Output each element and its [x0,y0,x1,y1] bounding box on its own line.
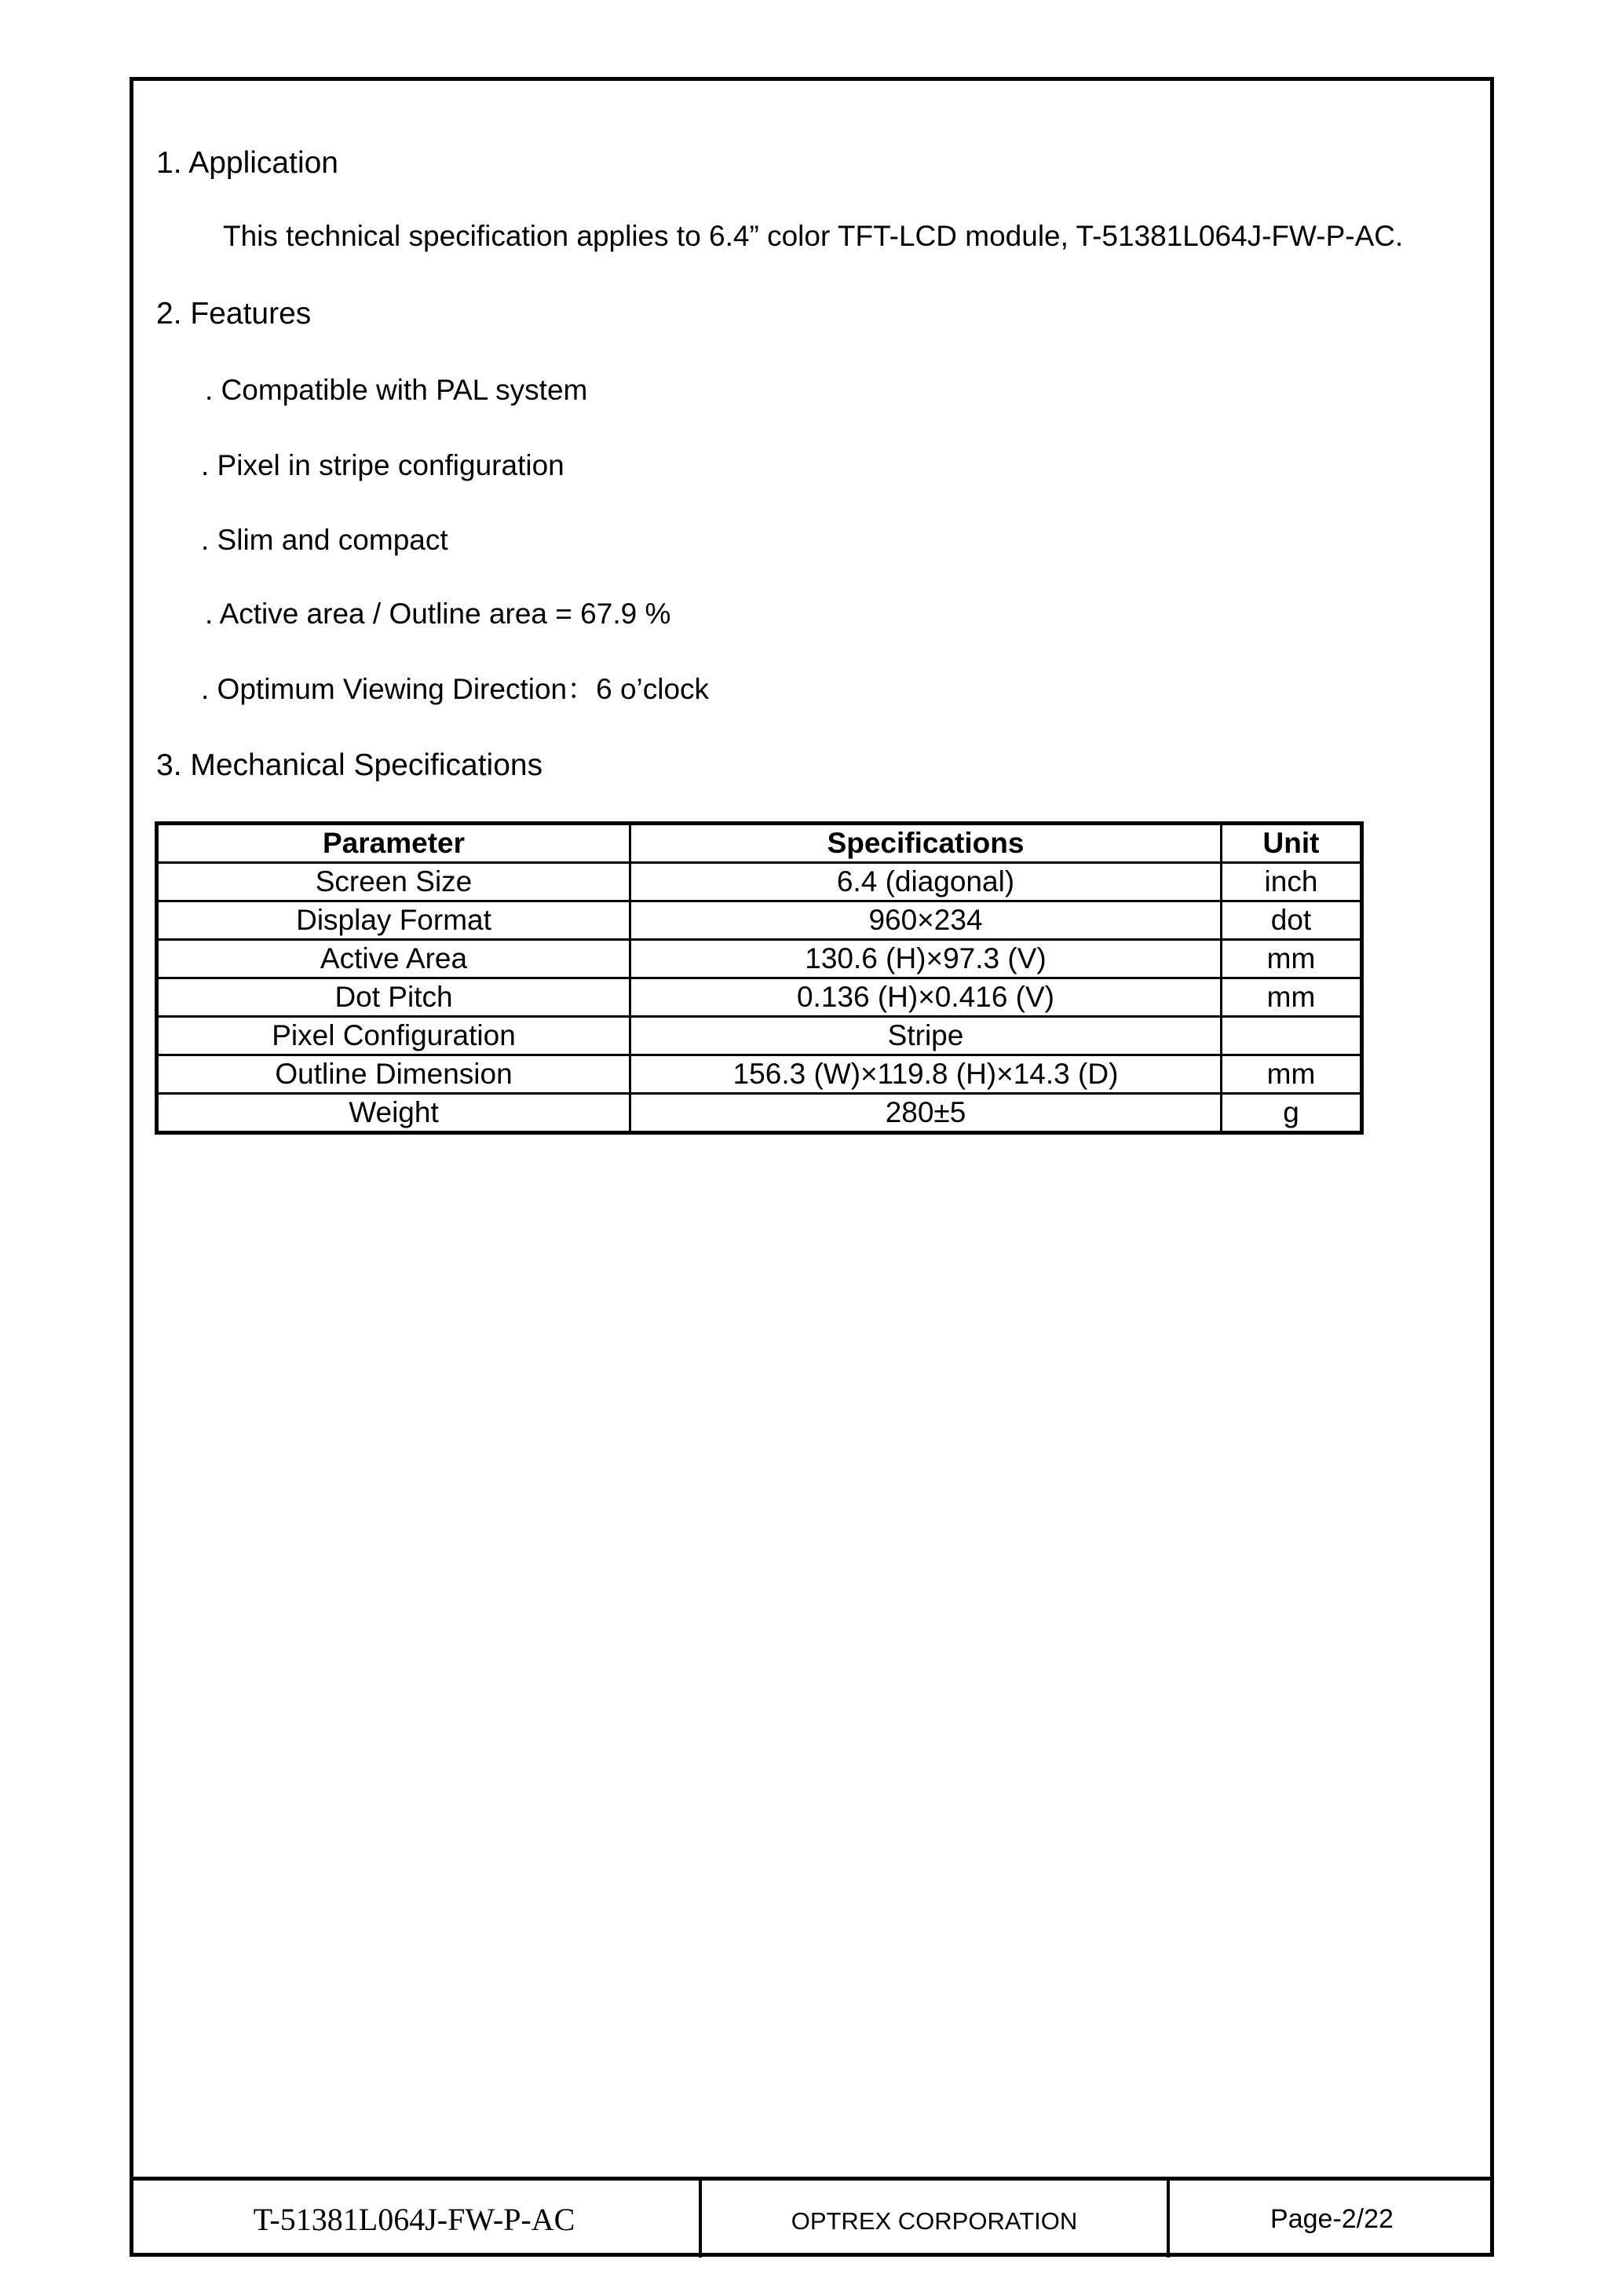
table-header-row [157,824,1362,863]
section-heading-mechanical: 3. Mechanical Specifications [156,748,543,782]
cell-specification: 0.136 (H)×0.416 (V) [630,978,1222,1017]
cell-parameter: Active Area [157,940,630,978]
column-header-specifications: Specifications [630,824,1222,863]
footer-model-number: T-51381L064J-FW-P-AC [130,2181,702,2258]
cell-specification: 6.4 (diagonal) [630,863,1222,901]
column-header-unit: Unit [1222,824,1362,863]
footer-company: OPTREX CORPORATION [702,2181,1170,2258]
column-header-parameter: Parameter [157,824,630,863]
footer-page-number: Page-2/22 [1270,2203,1394,2234]
cell-parameter: Outline Dimension [157,1055,630,1094]
feature-item: . Optimum Viewing Direction：6 o’clock [201,673,710,705]
table-row [157,978,1362,1017]
feature-item: . Pixel in stripe configuration [201,449,564,481]
application-text: This technical specification applies to 6.4” color TFT-LCD module, T-51381L064J-FW-P-AC. [223,220,1404,252]
table-row [157,1017,1362,1055]
section-heading-features: 2. Features [156,297,312,331]
cell-parameter: Display Format [157,901,630,940]
table-row [157,1055,1362,1094]
table-row [157,863,1362,901]
cell-parameter: Weight [157,1094,630,1133]
mechanical-spec-table [155,821,1364,1135]
feature-item: . Active area / Outline area = 67.9 % [205,598,671,630]
cell-unit: mm [1222,940,1362,978]
cell-parameter: Screen Size [157,863,630,901]
cell-unit: mm [1222,978,1362,1017]
cell-unit: mm [1222,1055,1362,1094]
table-row [157,1094,1362,1133]
table-row [157,901,1362,940]
cell-unit: inch [1222,863,1362,901]
cell-specification: 960×234 [630,901,1222,940]
feature-item: . Compatible with PAL system [205,374,588,406]
cell-parameter: Pixel Configuration [157,1017,630,1055]
feature-item: . Slim and compact [201,524,448,556]
cell-unit: dot [1222,901,1362,940]
table-row [157,940,1362,978]
section-heading-application: 1. Application [156,146,339,180]
page-footer [130,2177,1494,2258]
cell-unit: g [1222,1094,1362,1133]
cell-unit [1222,1017,1362,1055]
cell-specification: 280±5 [630,1094,1222,1133]
cell-specification: 130.6 (H)×97.3 (V) [630,940,1222,978]
cell-specification: Stripe [630,1017,1222,1055]
cell-specification: 156.3 (W)×119.8 (H)×14.3 (D) [630,1055,1222,1094]
cell-parameter: Dot Pitch [157,978,630,1017]
